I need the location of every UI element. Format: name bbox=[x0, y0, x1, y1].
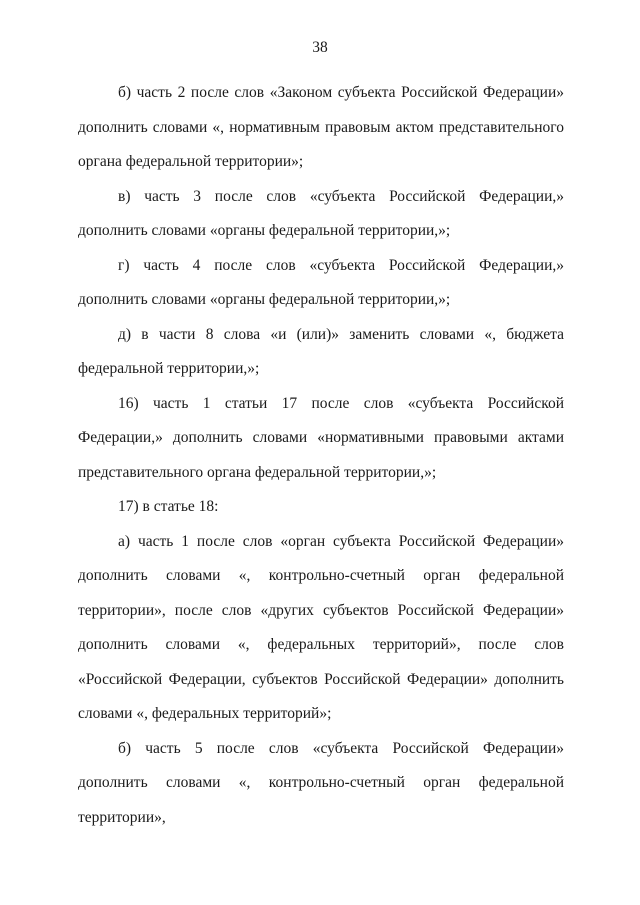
paragraph-b-part-5: б) часть 5 после слов «субъекта Российской Федерации» дополнить словами «, контрольно-счетный орган федеральной территории», bbox=[78, 739, 564, 826]
paragraph-16-article-17: 16) часть 1 статьи 17 после слов «субъекта Российской Федерации,» дополнить словами «нормативными правовыми актами представительного органа федеральной территории,»; bbox=[78, 394, 564, 481]
document-body bbox=[78, 76, 564, 835]
paragraph-d-part-8: д) в части 8 слова «и (или)» заменить словами «, бюджета федеральной территории,»; bbox=[78, 325, 564, 377]
paragraph-a-part-1: а) часть 1 после слов «орган субъекта Российской Федерации» дополнить словами «, контрольно-счетный орган федеральной территории», после слов «других субъектов Российской Федерации» дополнить словами «, федеральных территорий», после слов «Российской Федерации, субъектов Российской Федерации» дополнить словами «, федеральных территорий»; bbox=[78, 532, 564, 722]
paragraph-v-part-3: в) часть 3 после слов «субъекта Российской Федерации,» дополнить словами «органы федеральной территории,»; bbox=[78, 187, 564, 239]
paragraph-17-article-18: 17) в статье 18: bbox=[118, 498, 219, 515]
paragraph-g-part-4: г) часть 4 после слов «субъекта Российской Федерации,» дополнить словами «органы федеральной территории,»; bbox=[78, 256, 564, 308]
page-number: 38 bbox=[312, 39, 328, 56]
paragraph-b-part-2: б) часть 2 после слов «Законом субъекта Российской Федерации» дополнить словами «, нормативным правовым актом представительного органа федеральной территории»; bbox=[78, 84, 564, 170]
